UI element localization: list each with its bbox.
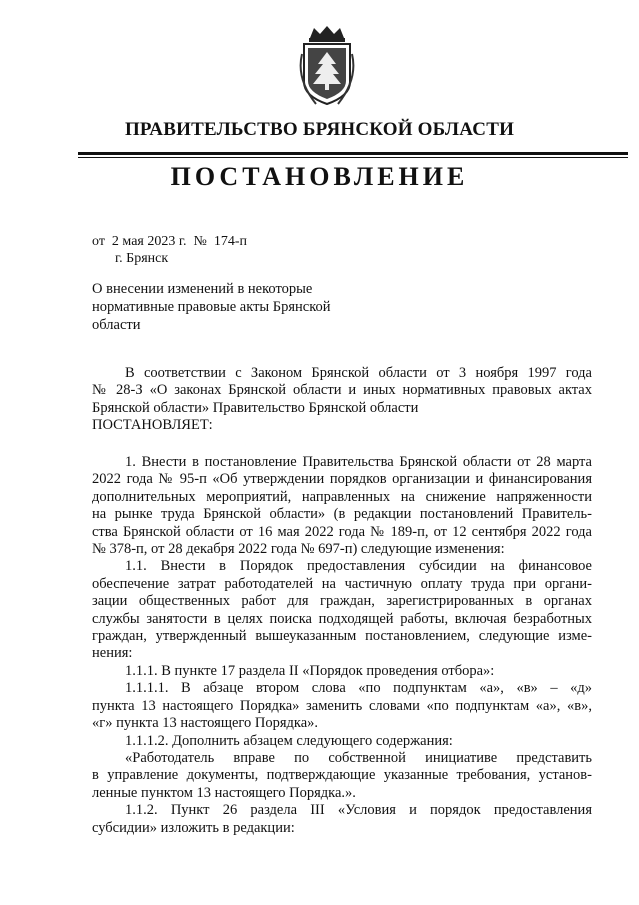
text-line: 1.1. Внести в Порядок предоставления субсидии на финансовое <box>125 558 592 575</box>
text-line: дополнительных мероприятий, направленных на снижение напряженности <box>92 488 592 505</box>
text-line: 2022 года № 95-п «Об утверждении порядков организации и финансирования <box>92 471 592 488</box>
subject-line: нормативные правовые акты Брянской <box>92 299 331 315</box>
text-line: ства Брянской области от 16 мая 2022 года № 189-п, от 12 сентября 2022 года <box>92 523 592 540</box>
document-subject <box>92 280 382 334</box>
text-line: субсидии» изложить в редакции: <box>92 819 295 836</box>
resolution-body <box>92 454 592 837</box>
organization-title: ПРАВИТЕЛЬСТВО БРЯНСКОЙ ОБЛАСТИ <box>124 119 515 140</box>
text-line: 1.1.1.2. Дополнить абзацем следующего содержания: <box>125 732 453 749</box>
text-line: № 28-З «О законах Брянской области и иных нормативных правовых актах <box>92 382 592 399</box>
document-type-heading: ПОСТАНОВЛЕНИЕ <box>170 162 469 191</box>
text-line: зации общественных работ для граждан, зарегистрированных в органах <box>92 593 592 610</box>
subject-line: О внесении изменений в некоторые <box>92 281 313 297</box>
text-line: ПОСТАНОВЛЯЕТ: <box>92 417 213 434</box>
document-city: г. Брянск <box>115 251 169 266</box>
text-line: 1.1.1. В пункте 17 раздела II «Порядок проведения отбора»: <box>125 662 495 679</box>
text-line: граждан, утвержденный вышеуказанным постановлением, следующие изме- <box>92 628 592 645</box>
text-line: 1.1.1.1. В абзаце втором слова «по подпунктам «а», «в» – «д» <box>125 680 592 697</box>
text-line: на рынке труда Брянской области» (в редакции постановлений Правитель- <box>92 506 592 523</box>
text-line: в управление документы, подтверждающие указанные требования, установ- <box>92 767 592 784</box>
text-line: В соответствии с Законом Брянской области от 3 ноября 1997 года <box>125 365 592 381</box>
text-line: службы занятости в целях поиска подходящей работы, включая безработных <box>92 610 592 627</box>
header-rule-thick <box>78 152 628 155</box>
header-rule-thin <box>78 157 628 158</box>
subject-line: области <box>92 317 141 333</box>
text-line: № 378-п, от 28 декабря 2022 года № 697-п) следующие изменения: <box>92 541 505 558</box>
text-line: 1. Внести в постановление Правительства Брянской области от 28 марта <box>125 454 592 470</box>
text-line: ленные пунктом 13 настоящего Порядка.». <box>92 784 356 801</box>
coat-of-arms-icon <box>296 24 358 108</box>
document-date-number: от 2 мая 2023 г. № 174-п <box>92 234 248 249</box>
text-line: Брянской области» Правительство Брянской области <box>92 399 419 416</box>
text-line: 1.1.2. Пункт 26 раздела III «Условия и порядок предоставления <box>125 802 592 819</box>
text-line: «Работодатель вправе по собственной инициативе представить <box>125 749 592 766</box>
text-line: нения: <box>92 645 133 662</box>
text-line: «г» пункта 13 настоящего Порядка». <box>92 715 319 732</box>
text-line: обеспечение затрат работодателей на частичную оплату труда при органи- <box>92 575 592 592</box>
text-line: пункта 13 настоящего Порядка» заменить словами «по подпунктам «а», «в», <box>92 697 592 714</box>
preamble-paragraph <box>92 365 592 435</box>
